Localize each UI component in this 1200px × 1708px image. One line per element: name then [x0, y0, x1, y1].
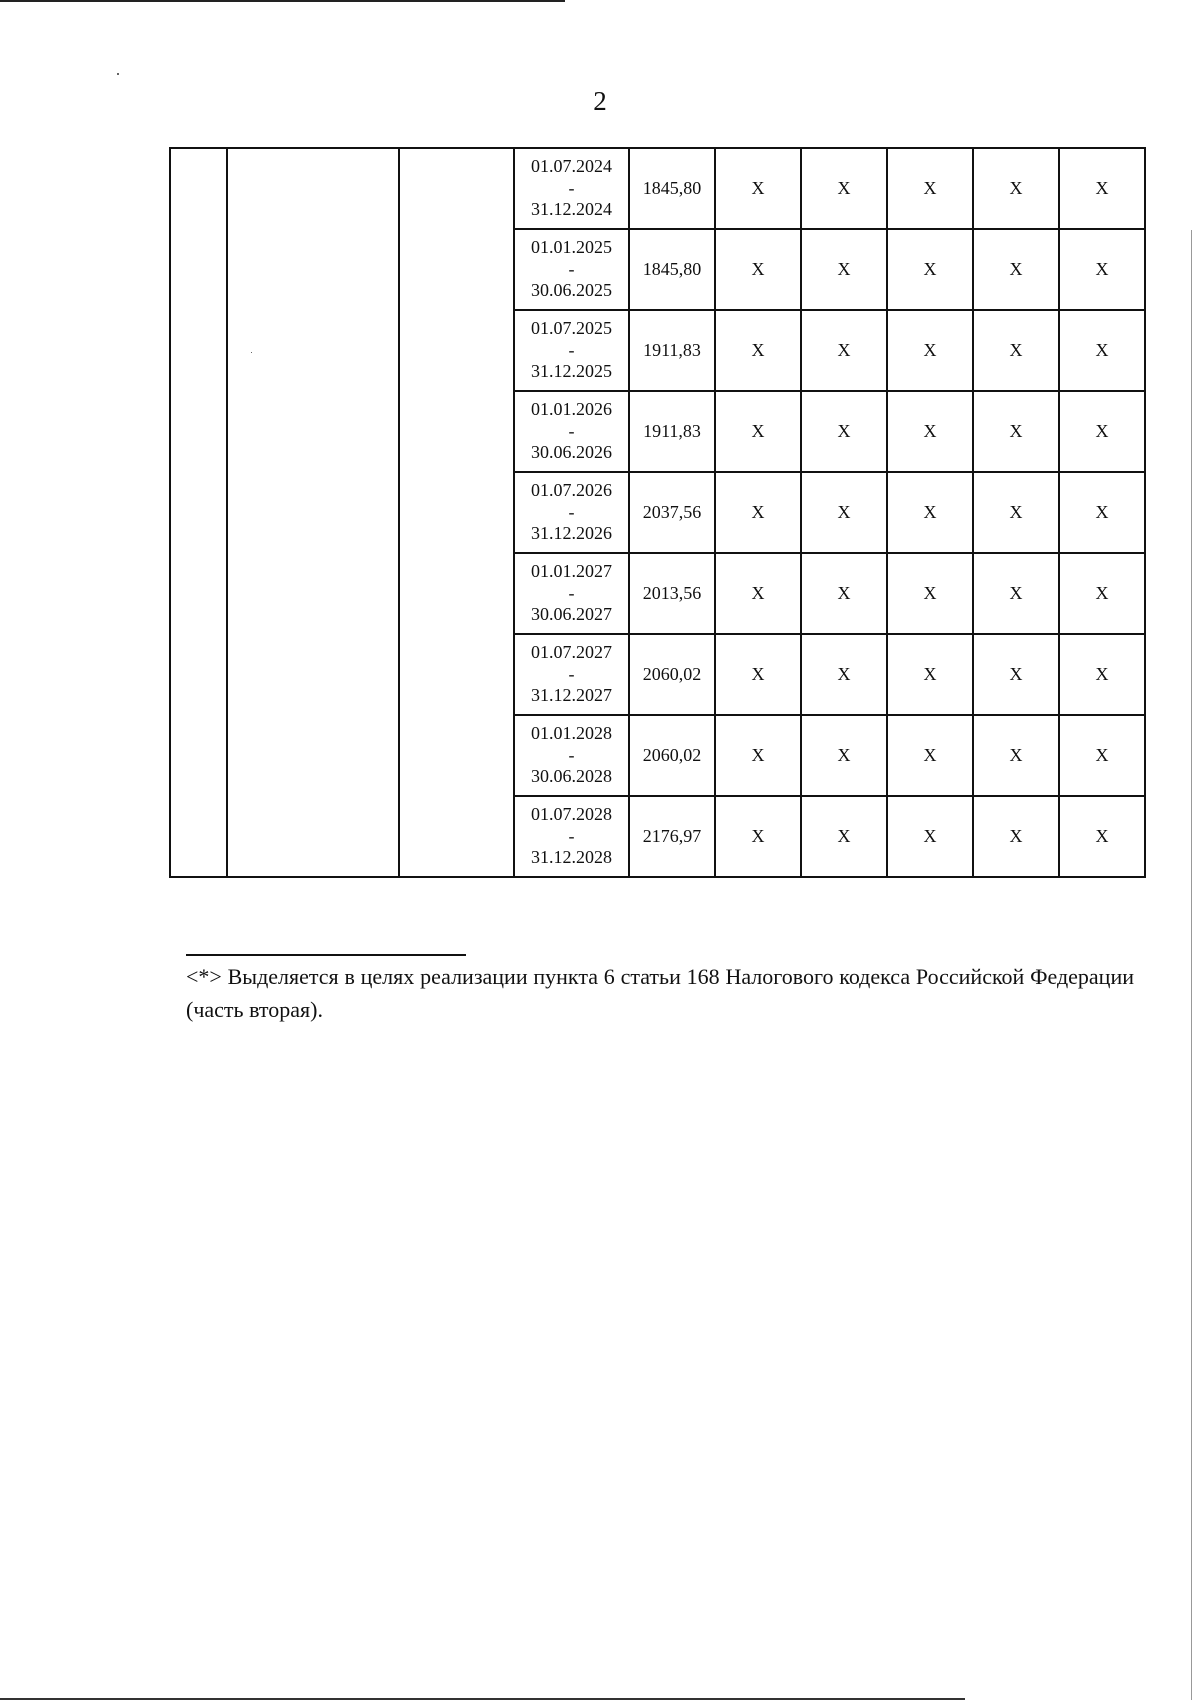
x-mark-cell: X	[887, 310, 973, 391]
tariff-value-cell: 2013,56	[629, 553, 715, 634]
x-mark-cell: X	[715, 634, 801, 715]
x-mark-cell: X	[801, 796, 887, 877]
x-mark-cell: X	[715, 796, 801, 877]
empty-merged-cell	[170, 148, 227, 877]
x-mark-cell: X	[973, 391, 1059, 472]
period-cell	[514, 634, 629, 715]
tariff-value-cell: 2176,97	[629, 796, 715, 877]
period-cell	[514, 310, 629, 391]
x-mark-cell: X	[715, 715, 801, 796]
period-cell	[514, 796, 629, 877]
period-end: 31.12.2024	[531, 199, 612, 220]
tariff-value-cell: 1845,80	[629, 229, 715, 310]
x-mark-cell: X	[801, 148, 887, 229]
period-cell	[514, 391, 629, 472]
footnote-rule	[186, 954, 466, 956]
period-cell	[514, 553, 629, 634]
period-sep: -	[568, 339, 575, 360]
x-mark-cell: X	[887, 715, 973, 796]
period-start: 01.07.2028	[531, 804, 612, 825]
x-mark-cell: X	[801, 715, 887, 796]
x-mark-cell: X	[887, 553, 973, 634]
period-start: 01.01.2027	[531, 561, 612, 582]
period-sep: -	[568, 501, 575, 522]
x-mark-cell: X	[715, 310, 801, 391]
period-cell	[514, 472, 629, 553]
table-row	[170, 148, 1145, 229]
x-mark-cell: X	[973, 634, 1059, 715]
period-end: 31.12.2027	[531, 685, 612, 706]
x-mark-cell: X	[887, 634, 973, 715]
page-number: 2	[593, 86, 607, 116]
x-mark-cell: X	[1059, 310, 1145, 391]
x-mark-cell: X	[887, 796, 973, 877]
period-start: 01.07.2024	[531, 156, 612, 177]
period-end: 30.06.2025	[531, 280, 612, 301]
period-start: 01.07.2025	[531, 318, 612, 339]
x-mark-cell: X	[1059, 553, 1145, 634]
period-start: 01.07.2026	[531, 480, 612, 501]
period-end: 31.12.2025	[531, 361, 612, 382]
period-cell	[514, 229, 629, 310]
period-end: 31.12.2026	[531, 523, 612, 544]
x-mark-cell: X	[801, 472, 887, 553]
x-mark-cell: X	[1059, 229, 1145, 310]
x-mark-cell: X	[887, 472, 973, 553]
period-end: 30.06.2028	[531, 766, 612, 787]
period-sep: -	[568, 420, 575, 441]
period-start: 01.01.2025	[531, 237, 612, 258]
tariff-value-cell: 1845,80	[629, 148, 715, 229]
period-sep: -	[568, 258, 575, 279]
x-mark-cell: X	[1059, 148, 1145, 229]
tariff-value-cell: 2060,02	[629, 634, 715, 715]
x-mark-cell: X	[973, 472, 1059, 553]
x-mark-cell: X	[887, 229, 973, 310]
period-end: 30.06.2027	[531, 604, 612, 625]
x-mark-cell: X	[973, 796, 1059, 877]
x-mark-cell: X	[887, 148, 973, 229]
x-mark-cell: X	[1059, 472, 1145, 553]
x-mark-cell: X	[801, 229, 887, 310]
x-mark-cell: X	[801, 310, 887, 391]
scan-border-right	[1191, 230, 1192, 1700]
period-start: 01.07.2027	[531, 642, 612, 663]
period-sep: -	[568, 744, 575, 765]
x-mark-cell: X	[801, 553, 887, 634]
tariff-table	[169, 147, 1146, 878]
x-mark-cell: X	[715, 229, 801, 310]
period-sep: -	[568, 663, 575, 684]
period-sep: -	[568, 582, 575, 603]
scan-border-bottom	[0, 1698, 965, 1700]
x-mark-cell: X	[1059, 715, 1145, 796]
period-cell	[514, 715, 629, 796]
scan-speck	[117, 73, 119, 75]
empty-merged-cell	[399, 148, 514, 877]
x-mark-cell: X	[973, 310, 1059, 391]
period-sep: -	[568, 825, 575, 846]
tariff-value-cell: 1911,83	[629, 391, 715, 472]
x-mark-cell: X	[973, 229, 1059, 310]
x-mark-cell: X	[801, 391, 887, 472]
x-mark-cell: X	[973, 715, 1059, 796]
x-mark-cell: X	[1059, 391, 1145, 472]
period-start: 01.01.2026	[531, 399, 612, 420]
footnote-text: <*> Выделяется в целях реализации пункта 6 статьи 168 Налогового кодекса Российской Федерации (часть вторая).	[186, 964, 1134, 1022]
period-sep: -	[568, 177, 575, 198]
x-mark-cell: X	[715, 553, 801, 634]
x-mark-cell: X	[1059, 796, 1145, 877]
period-start: 01.01.2028	[531, 723, 612, 744]
x-mark-cell: X	[973, 148, 1059, 229]
period-end: 31.12.2028	[531, 847, 612, 868]
x-mark-cell: X	[1059, 634, 1145, 715]
empty-merged-cell	[227, 148, 399, 877]
tariff-value-cell: 2037,56	[629, 472, 715, 553]
table-body	[170, 148, 1145, 877]
period-end: 30.06.2026	[531, 442, 612, 463]
tariff-value-cell: 1911,83	[629, 310, 715, 391]
x-mark-cell: X	[715, 148, 801, 229]
x-mark-cell: X	[973, 553, 1059, 634]
x-mark-cell: X	[715, 391, 801, 472]
tariff-value-cell: 2060,02	[629, 715, 715, 796]
x-mark-cell: X	[801, 634, 887, 715]
x-mark-cell: X	[715, 472, 801, 553]
period-cell	[514, 148, 629, 229]
x-mark-cell: X	[887, 391, 973, 472]
scan-border-top	[0, 0, 565, 2]
